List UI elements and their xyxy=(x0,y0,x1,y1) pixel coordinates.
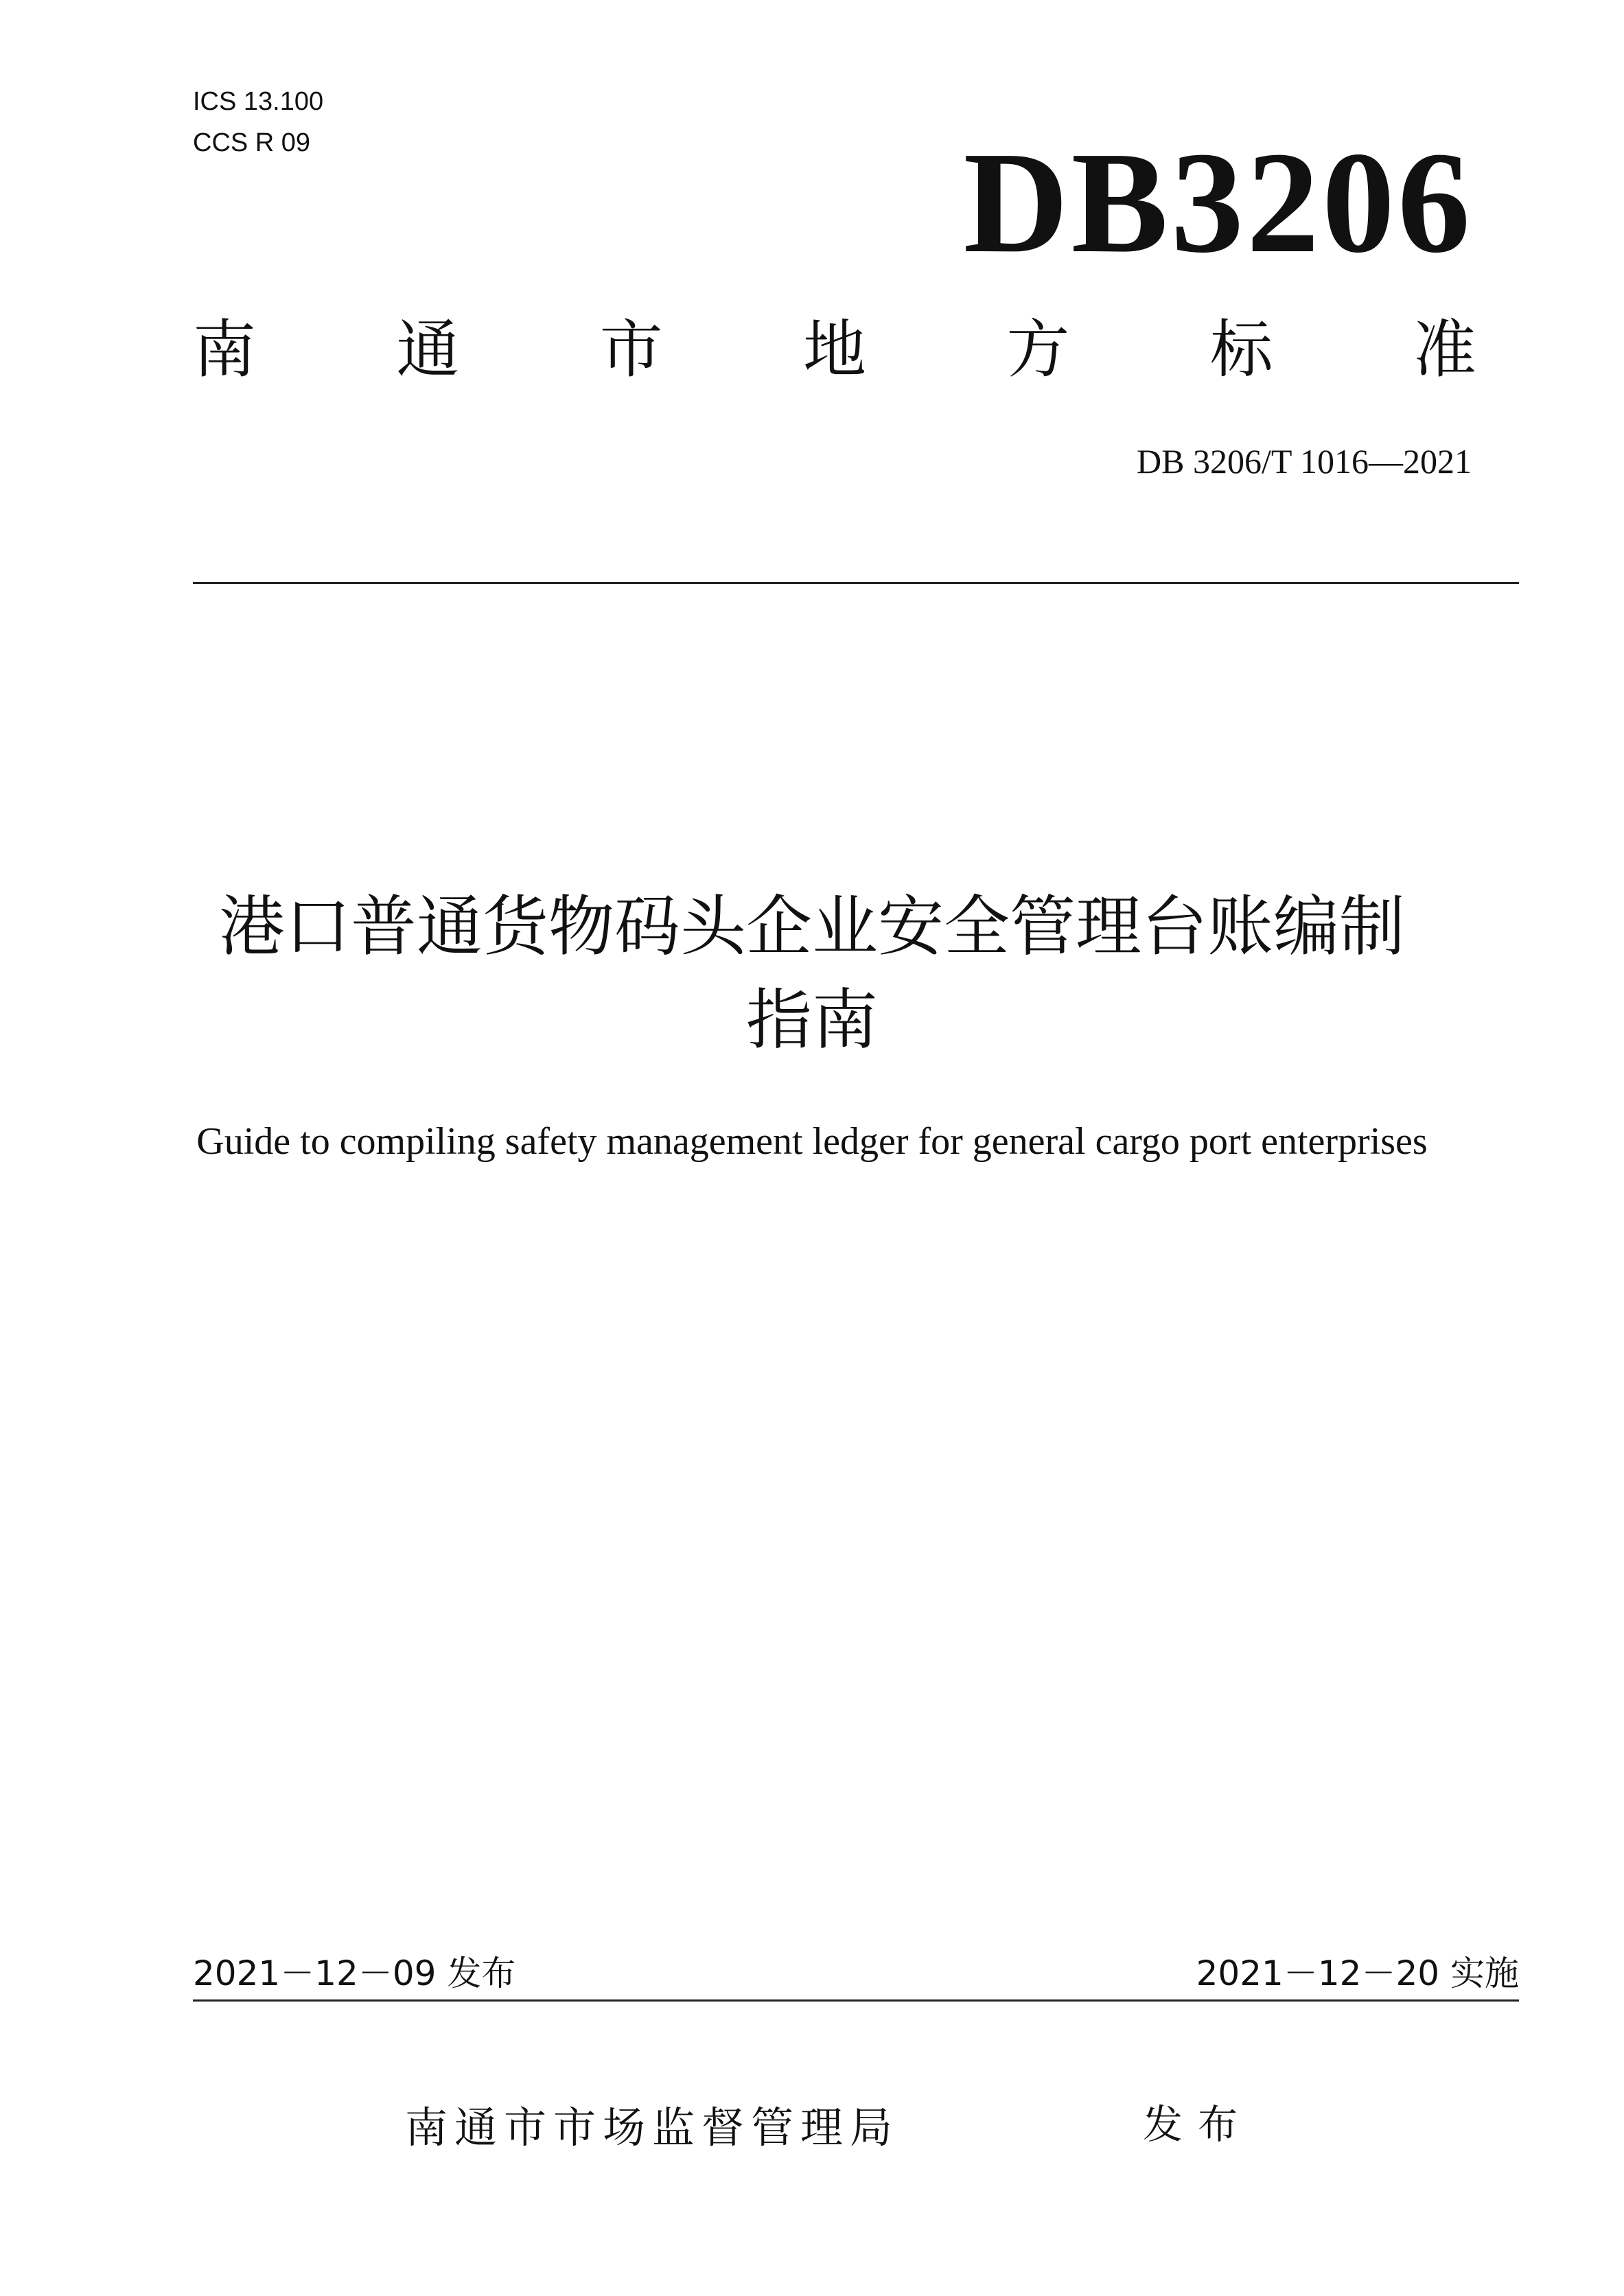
standard-type-heading xyxy=(193,312,1476,388)
bottom-divider xyxy=(193,1999,1519,2002)
standard-number: DB 3206/T 1016—2021 xyxy=(1137,442,1472,480)
standard-type-char: 地 xyxy=(802,313,866,386)
english-title: Guide to compiling safety management ledger for general cargo port enterprises xyxy=(196,1120,1428,1163)
standard-type-char: 市 xyxy=(599,313,663,386)
issue-date: 2021－12－09 发布 xyxy=(193,1953,516,1993)
issuing-authority: 南通市市场监督管理局 xyxy=(405,2102,900,2153)
standard-type-char: 标 xyxy=(1209,313,1273,386)
chinese-title xyxy=(124,880,1500,1067)
issue-action: 发布 xyxy=(1143,2101,1253,2148)
standard-type-char: 方 xyxy=(1006,313,1070,386)
chinese-title-line-1: 港口普通货物码头企业安全管理台账编制 xyxy=(219,888,1405,965)
ccs-code: CCS R 09 xyxy=(193,128,311,157)
top-divider xyxy=(193,582,1519,584)
standard-code: DB3206 xyxy=(963,121,1473,283)
standard-type-char: 南 xyxy=(193,313,257,386)
chinese-title-line-2: 指南 xyxy=(746,982,878,1058)
ics-code: ICS 13.100 xyxy=(193,87,324,116)
standard-type-char: 通 xyxy=(396,313,460,386)
standard-type-char: 准 xyxy=(1413,313,1476,386)
implementation-date: 2021－12－20 实施 xyxy=(1196,1953,1519,1993)
classification-codes xyxy=(193,81,323,163)
